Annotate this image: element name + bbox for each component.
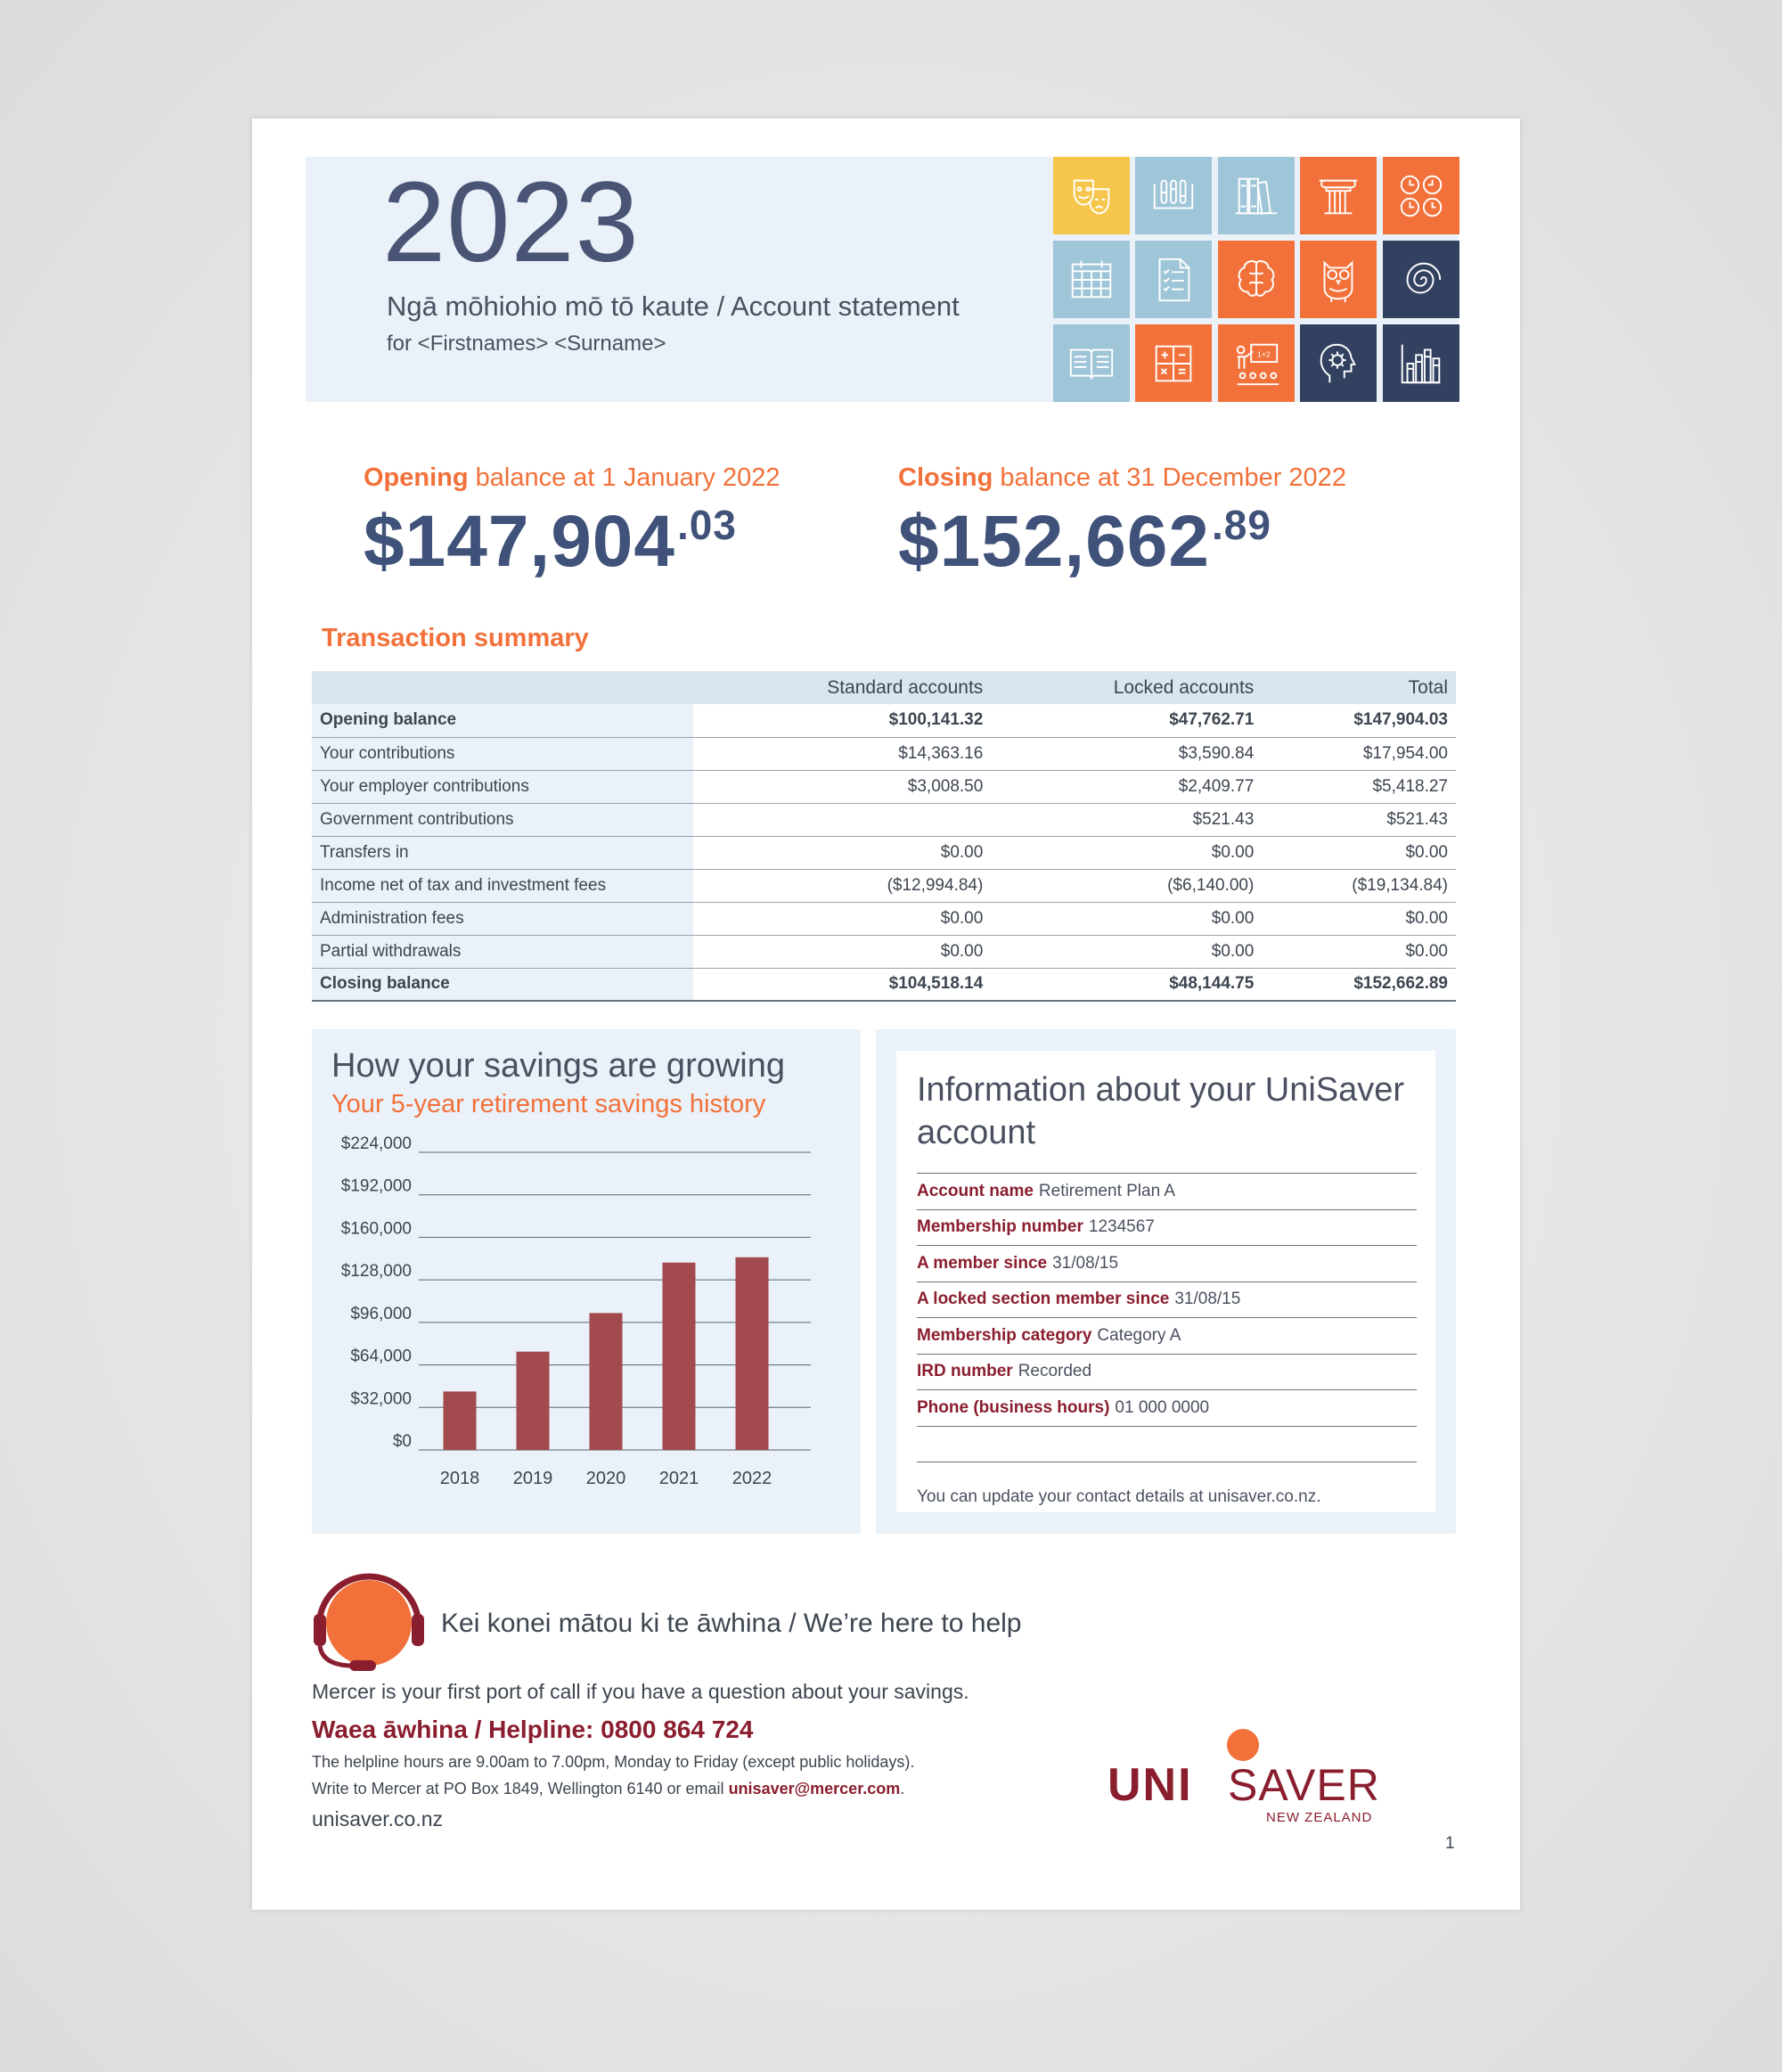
standard-value bbox=[693, 803, 991, 836]
column-header: Total bbox=[1262, 671, 1456, 704]
y-tick-label: $0 bbox=[392, 1432, 412, 1451]
row-label: Closing balance bbox=[312, 968, 693, 1001]
bar-chart-icon bbox=[1383, 324, 1459, 402]
account-info-panel bbox=[876, 1029, 1456, 1534]
total-value: ($19,134.84) bbox=[1262, 869, 1456, 902]
standard-value: ($12,994.84) bbox=[693, 869, 991, 902]
x-tick-label: 2020 bbox=[585, 1469, 626, 1488]
icon-grid bbox=[1053, 157, 1459, 402]
row-label: Income net of tax and investment fees bbox=[312, 869, 693, 902]
locked-value: $521.43 bbox=[991, 803, 1262, 836]
row-label: Opening balance bbox=[312, 704, 693, 737]
y-tick-label: $32,000 bbox=[350, 1389, 412, 1409]
locked-value: $0.00 bbox=[991, 836, 1262, 869]
standard-value: $100,141.32 bbox=[693, 704, 991, 737]
brain-icon bbox=[1218, 241, 1295, 318]
clocks-icon bbox=[1383, 157, 1459, 234]
total-value: $152,662.89 bbox=[1262, 968, 1456, 1001]
table-row bbox=[312, 836, 1456, 869]
standard-value: $0.00 bbox=[693, 902, 991, 935]
savings-chart-panel bbox=[312, 1029, 861, 1534]
bar-2019 bbox=[517, 1352, 550, 1450]
info-row-account-name: Account name Retirement Plan A bbox=[917, 1173, 1417, 1209]
locked-value: $0.00 bbox=[991, 902, 1262, 935]
locked-value: ($6,140.00) bbox=[991, 869, 1262, 902]
savings-subheading: Your 5-year retirement savings history bbox=[331, 1090, 766, 1118]
y-tick-label: $160,000 bbox=[340, 1219, 412, 1239]
column-header bbox=[312, 671, 693, 704]
standard-value: $0.00 bbox=[693, 935, 991, 968]
y-tick-label: $64,000 bbox=[350, 1347, 412, 1366]
row-label: Transfers in bbox=[312, 836, 693, 869]
standard-value: $3,008.50 bbox=[693, 770, 991, 803]
column-pillar-icon bbox=[1300, 157, 1377, 234]
teacher-icon bbox=[1218, 324, 1295, 402]
locked-value: $3,590.84 bbox=[991, 737, 1262, 770]
closing-balance bbox=[898, 463, 1346, 584]
standard-value: $0.00 bbox=[693, 836, 991, 869]
statement-page bbox=[252, 119, 1520, 1910]
spiral-icon bbox=[1383, 241, 1459, 318]
closing-balance-label: Closing balance at 31 December 2022 bbox=[898, 463, 1346, 492]
statement-subtitle: Ngā mōhiohio mō tō kaute / Account statement bbox=[387, 291, 960, 322]
closing-balance-amount: $\$152,662^{.89}$ bbox=[898, 501, 1271, 582]
info-row-phone: Phone (business hours) 01 000 0000 bbox=[917, 1389, 1417, 1426]
info-row-ird-number: IRD number Recorded bbox=[917, 1354, 1417, 1390]
locked-value: $2,409.77 bbox=[991, 770, 1262, 803]
savings-heading: How your savings are growing bbox=[331, 1047, 786, 1085]
table-row bbox=[312, 869, 1456, 902]
logo-uni: UNI bbox=[1108, 1759, 1193, 1811]
contact-update-note: You can update your contact details at unisaver.co.nz. bbox=[917, 1487, 1321, 1506]
transaction-table bbox=[312, 671, 1456, 1002]
total-value: $0.00 bbox=[1262, 935, 1456, 968]
statement-year: 2023 bbox=[382, 159, 640, 286]
helpline-number[interactable]: Waea āwhina / Helpline: 0800 864 724 bbox=[312, 1716, 754, 1743]
row-label: Your contributions bbox=[312, 737, 693, 770]
row-label: Administration fees bbox=[312, 902, 693, 935]
table-header-row bbox=[312, 671, 1456, 704]
help-intro: Mercer is your first port of call if you have a question about your savings. bbox=[312, 1680, 969, 1703]
logo-saver: SAVER bbox=[1228, 1760, 1380, 1810]
row-label: Government contributions bbox=[312, 803, 693, 836]
column-header: Locked accounts bbox=[991, 671, 1262, 704]
owl-icon bbox=[1300, 241, 1377, 318]
member-name-line: for <Firstnames> <Surname> bbox=[387, 332, 666, 356]
theatre-masks-icon bbox=[1053, 157, 1130, 234]
info-row-member-since: A member since 31/08/15 bbox=[917, 1245, 1417, 1282]
bar-2022 bbox=[736, 1257, 769, 1450]
locked-value: $0.00 bbox=[991, 935, 1262, 968]
headset-icon bbox=[310, 1571, 430, 1678]
y-tick-label: $224,000 bbox=[340, 1134, 412, 1153]
head-gear-icon bbox=[1300, 324, 1377, 402]
open-book-icon bbox=[1053, 324, 1130, 402]
total-value: $5,418.27 bbox=[1262, 770, 1456, 803]
opening-balance bbox=[364, 463, 780, 584]
standard-value: $14,363.16 bbox=[693, 737, 991, 770]
table-row bbox=[312, 770, 1456, 803]
unisaver-logo bbox=[1108, 1727, 1464, 1825]
opening-balance-amount: $\$147,904^{.03}$ bbox=[364, 501, 737, 582]
total-value: $521.43 bbox=[1262, 803, 1456, 836]
info-row-blank bbox=[917, 1426, 1417, 1462]
svg-text:1+2: 1+2 bbox=[1256, 348, 1271, 358]
test-tubes-icon bbox=[1135, 157, 1212, 234]
locked-value: $48,144.75 bbox=[991, 968, 1262, 1001]
standard-value: $104,518.14 bbox=[693, 968, 991, 1001]
info-row-membership-number: Membership number 1234567 bbox=[917, 1209, 1417, 1246]
info-row-membership-category: Membership category Category A bbox=[917, 1317, 1417, 1354]
y-tick-label: $128,000 bbox=[340, 1262, 412, 1282]
table-row bbox=[312, 935, 1456, 968]
row-label: Your employer contributions bbox=[312, 770, 693, 803]
x-tick-label: 2018 bbox=[439, 1469, 480, 1488]
email-link[interactable]: unisaver@mercer.com bbox=[728, 1780, 901, 1798]
page-number: 1 bbox=[1445, 1834, 1455, 1853]
website-link[interactable]: unisaver.co.nz bbox=[312, 1807, 444, 1830]
table-row bbox=[312, 803, 1456, 836]
table-row bbox=[312, 968, 1456, 1001]
account-info-list bbox=[917, 1173, 1417, 1462]
checklist-icon bbox=[1135, 241, 1212, 318]
total-value: $17,954.00 bbox=[1262, 737, 1456, 770]
total-value: $0.00 bbox=[1262, 836, 1456, 869]
bar-2018 bbox=[444, 1391, 477, 1450]
table-row bbox=[312, 737, 1456, 770]
opening-balance-label: Opening balance at 1 January 2022 bbox=[364, 463, 781, 492]
logo-tagline: NEW ZEALAND bbox=[1266, 1810, 1373, 1825]
books-icon bbox=[1218, 157, 1295, 234]
table-row bbox=[312, 704, 1456, 737]
savings-bar-chart bbox=[312, 1029, 861, 1534]
row-label: Partial withdrawals bbox=[312, 935, 693, 968]
postal-address: Write to Mercer at PO Box 1849, Wellington 6140 or email unisaver@mercer.com. bbox=[312, 1780, 905, 1798]
bar-2021 bbox=[663, 1263, 696, 1450]
help-heading: Kei konei mātou ki te āwhina / We’re here to help bbox=[441, 1609, 1022, 1638]
x-tick-label: 2021 bbox=[658, 1469, 699, 1488]
column-header: Standard accounts bbox=[693, 671, 991, 704]
account-info-card bbox=[896, 1051, 1435, 1512]
info-row-locked-member-since: A locked section member since 31/08/15 bbox=[917, 1282, 1417, 1318]
calculator-icon bbox=[1135, 324, 1212, 402]
account-info-title: Information about your UniSaver account bbox=[917, 1071, 1405, 1151]
total-value: $0.00 bbox=[1262, 902, 1456, 935]
x-tick-label: 2019 bbox=[512, 1469, 553, 1488]
calendar-icon bbox=[1053, 241, 1130, 318]
table-row bbox=[312, 902, 1456, 935]
transaction-summary-title: Transaction summary bbox=[322, 624, 589, 652]
total-value: $147,904.03 bbox=[1262, 704, 1456, 737]
x-tick-label: 2022 bbox=[732, 1469, 772, 1488]
y-tick-label: $192,000 bbox=[340, 1176, 412, 1196]
bar-2020 bbox=[590, 1313, 623, 1450]
y-tick-label: $96,000 bbox=[350, 1304, 412, 1323]
helpline-hours: The helpline hours are 9.00am to 7.00pm, Monday to Friday (except public holidays). bbox=[312, 1753, 915, 1771]
locked-value: $47,762.71 bbox=[991, 704, 1262, 737]
